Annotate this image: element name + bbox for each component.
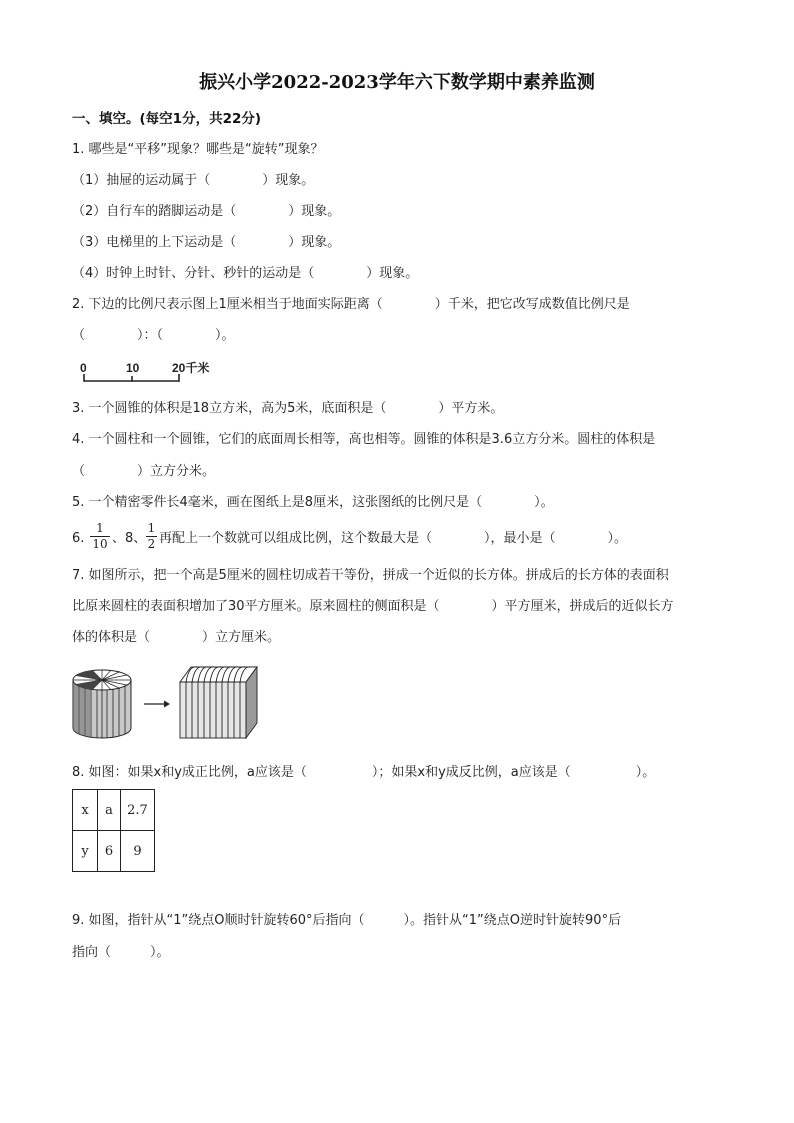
- table-cell: x: [73, 790, 98, 831]
- q6-fraction-1-10: [90, 522, 110, 551]
- q6-number: 6.: [72, 531, 85, 546]
- q4-line-2: （ ）立方分米。: [72, 464, 216, 479]
- table-cell: 2.7: [121, 790, 155, 831]
- table-cell: y: [73, 831, 98, 872]
- fraction-denominator: 10: [92, 537, 108, 551]
- q2-line-1: 2. 下边的比例尺表示图上1厘米相当于地面实际距离（ ）千米，把它改写成数值比例尺是: [72, 297, 630, 312]
- q6-separator: 、8、: [112, 531, 147, 546]
- table-row: [73, 831, 155, 872]
- fraction-denominator: 2: [147, 537, 156, 551]
- arrow-right-icon: [144, 701, 170, 708]
- fraction-numerator: 1: [147, 521, 156, 535]
- scale-bar-line: [80, 372, 190, 384]
- q1-item-2: （2）自行车的踏脚运动是（ ）现象。: [72, 204, 341, 219]
- q7-line-3: 体的体积是（ ）立方厘米。: [72, 630, 281, 645]
- q4-line-1: 4. 一个圆柱和一个圆锥，它们的底面周长相等，高也相等。圆锥的体积是3.6立方分米。圆柱的体积是: [72, 432, 656, 447]
- q1-item-4: （4）时钟上时针、分针、秒针的运动是（ ）现象。: [72, 266, 419, 281]
- cylinder-illustration: [73, 670, 131, 738]
- cylinder-to-cuboid-figure: [70, 662, 260, 744]
- q2-line-2: （ ）：（ ）。: [72, 328, 235, 343]
- cuboid-illustration: [180, 667, 257, 738]
- table-row: [73, 790, 155, 831]
- scale-label-0: 0: [80, 361, 87, 375]
- scale-bar: [80, 360, 220, 384]
- xy-value-table: [72, 789, 155, 872]
- scale-label-20km: 20千米: [172, 361, 210, 375]
- q6-fraction-1-2: [146, 522, 157, 551]
- table-cell: a: [98, 790, 121, 831]
- page-title: 振兴小学2022-2023学年六下数学期中素养监测: [199, 72, 595, 93]
- section-heading-fill-in: 一、填空。(每空1分，共22分): [72, 111, 262, 127]
- table-cell: 6: [98, 831, 121, 872]
- q3-text: 3. 一个圆锥的体积是18立方米，高为5米，底面积是（ ）平方米。: [72, 401, 504, 416]
- q9-line-1: 9. 如图，指针从“1”绕点O顺时针旋转60°后指向（ ）。指针从“1”绕点O逆时针旋转90°后: [72, 913, 622, 928]
- q5-text: 5. 一个精密零件长4毫米，画在图纸上是8厘米，这张图纸的比例尺是（ ）。: [72, 495, 554, 510]
- q1-stem: 1. 哪些是“平移”现象？哪些是“旋转”现象？: [72, 142, 324, 157]
- q1-item-3: （3）电梯里的上下运动是（ ）现象。: [72, 235, 341, 250]
- q7-line-1: 7. 如图所示，把一个高是5厘米的圆柱切成若干等份，拼成一个近似的长方体。拼成后的长方体的表面积: [72, 568, 669, 583]
- q9-line-2: 指向（ ）。: [72, 945, 170, 960]
- fraction-numerator: 1: [96, 521, 104, 535]
- table-cell: 9: [121, 831, 155, 872]
- q1-item-1: （1）抽屉的运动属于（ ）现象。: [72, 173, 315, 188]
- scale-label-10: 10: [126, 361, 140, 375]
- q8-text: 8. 如图：如果x和y成正比例，a应该是（ ）；如果x和y成反比例，a应该是（ ）。: [72, 765, 656, 780]
- q7-line-2: 比原来圆柱的表面积增加了30平方厘米。原来圆柱的侧面积是（ ）平方厘米，拼成后的近似长方: [72, 599, 674, 614]
- q6-text: 再配上一个数就可以组成比例，这个数最大是（ ），最小是（ ）。: [159, 531, 628, 546]
